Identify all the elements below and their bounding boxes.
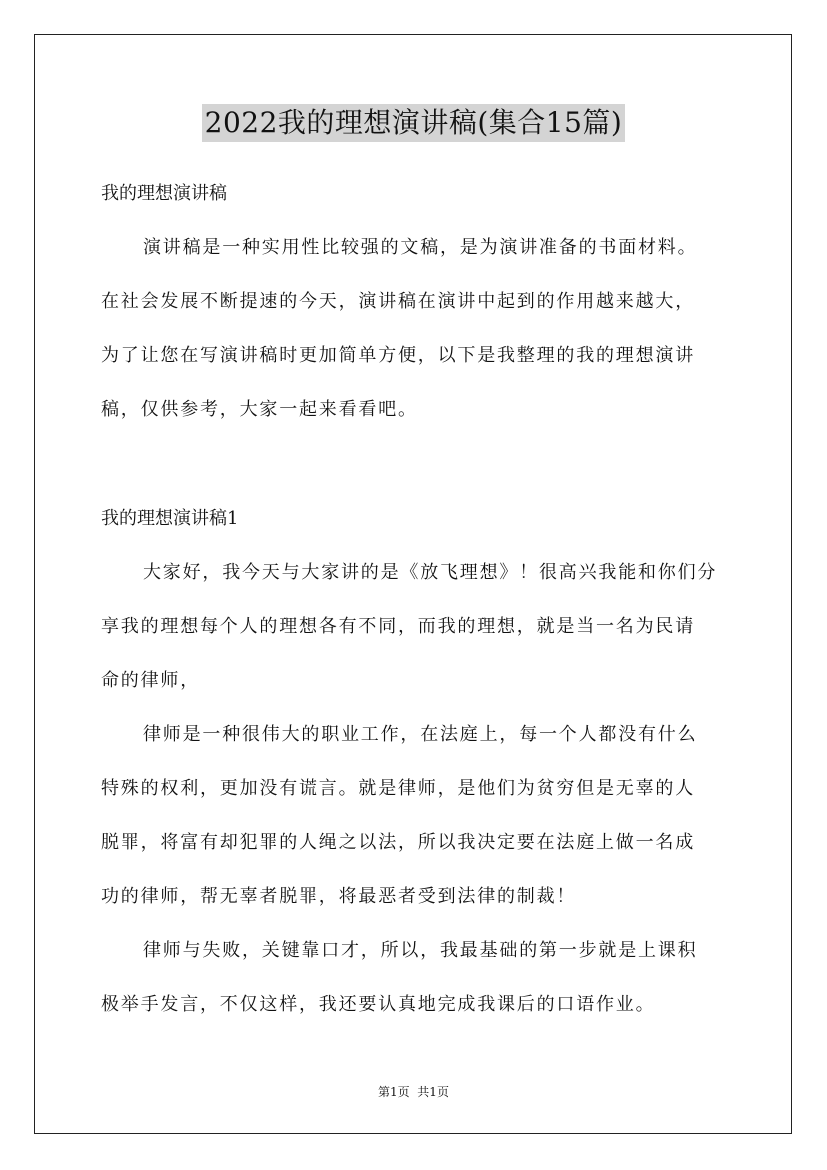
intro-line-4: 稿，仅供参考，大家一起来看看吧。 — [101, 399, 418, 420]
section-1-paragraph-1-line-3: 命的律师， — [101, 670, 200, 691]
section-1-paragraph-2-line-3: 脱罪，将富有却犯罪的人绳之以法，所以我决定要在法庭上做一名成 — [101, 832, 695, 853]
section-1-paragraph-1-line-1: 大家好，我今天与大家讲的是《放飞理想》！很高兴我能和你们分 — [143, 562, 718, 583]
section-1-paragraph-3-line-1: 律师与失败，关键靠口才，所以，我最基础的第一步就是上课积 — [143, 940, 698, 961]
title-container — [0, 104, 827, 142]
section-1-paragraph-1-line-2: 享我的理想每个人的理想各有不同，而我的理想，就是当一名为民请 — [101, 616, 695, 637]
intro-line-3: 为了让您在写演讲稿时更加简单方便，以下是我整理的我的理想演讲 — [101, 345, 695, 366]
section-1-paragraph-2-line-4: 功的律师，帮无辜者脱罪，将最恶者受到法律的制裁！ — [101, 886, 577, 907]
section-1-paragraph-2-line-2: 特殊的权利，更加没有谎言。就是律师，是他们为贫穷但是无辜的人 — [101, 778, 695, 799]
page-number-footer: 第1页 共1页 — [378, 1085, 449, 1099]
section-1-paragraph-3-line-2: 极举手发言，不仅这样，我还要认真地完成我课后的口语作业。 — [101, 994, 656, 1015]
intro-line-1: 演讲稿是一种实用性比较强的文稿，是为演讲准备的书面材料。 — [143, 237, 698, 258]
section-1-paragraph-2-line-1: 律师是一种很伟大的职业工作，在法庭上，每一个人都没有什么 — [143, 724, 698, 745]
document-title: 2022我的理想演讲稿(集合15篇) — [202, 104, 626, 142]
intro-heading: 我的理想演讲稿 — [101, 183, 227, 204]
intro-line-2: 在社会发展不断提速的今天，演讲稿在演讲中起到的作用越来越大， — [101, 291, 695, 312]
section-1-heading: 我的理想演讲稿1 — [101, 508, 239, 529]
